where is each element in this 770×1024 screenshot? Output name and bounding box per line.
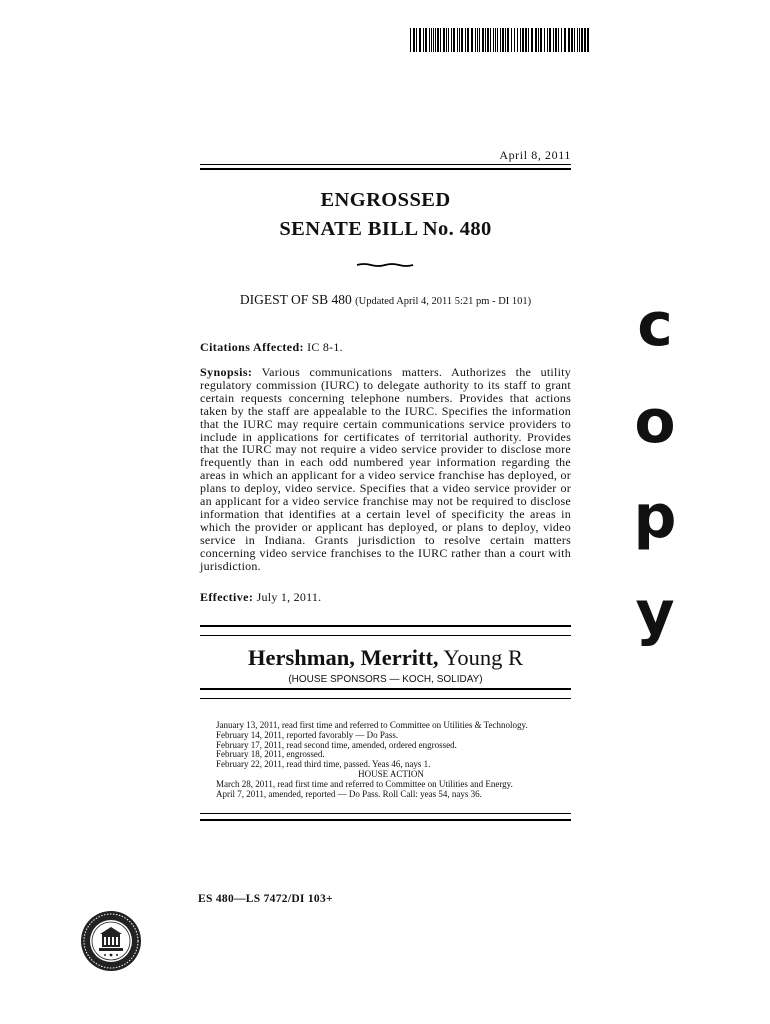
synopsis — [200, 366, 571, 573]
barcode-image — [410, 28, 590, 52]
divider — [200, 688, 571, 690]
divider — [200, 164, 571, 165]
action-line: February 17, 2011, read second time, amended, ordered engrossed. — [216, 739, 457, 750]
primary-sponsors: Hershman, Merritt, — [248, 645, 439, 670]
action-line: February 22, 2011, read third time, passed. Yeas 46, nays 1. — [216, 759, 431, 770]
digest-label: DIGEST OF SB 480 — [239, 292, 352, 307]
citations-value: IC 8-1. — [307, 340, 343, 354]
legislative-actions — [216, 721, 566, 799]
digest-updated: (Updated April 4, 2011 5:21 pm - DI 101) — [355, 296, 532, 307]
senate-sponsors — [200, 645, 571, 671]
divider — [200, 813, 571, 814]
secondary-sponsor: Young R — [443, 645, 523, 670]
house-action-heading: HOUSE ACTION — [358, 768, 424, 779]
action-line: February 14, 2011, reported favorably — Do Pass. — [216, 729, 399, 740]
bill-number-heading: SENATE BILL No. 480 — [279, 218, 492, 240]
state-seal-icon — [80, 910, 142, 972]
citations-label: Citations Affected: — [200, 340, 304, 354]
copy-watermark-letter: c — [637, 290, 673, 360]
bill-code: ES 480—LS 7472/DI 103+ — [198, 893, 333, 905]
effective-label: Effective: — [200, 590, 254, 604]
effective-value: July 1, 2011. — [256, 590, 322, 604]
copy-watermark-letter: o — [634, 387, 676, 457]
bill-date: April 8, 2011 — [499, 148, 571, 162]
copy-watermark-letter: y — [635, 578, 675, 648]
copy-watermark-letter: p — [633, 482, 677, 552]
effective-date — [200, 591, 571, 604]
action-line: March 28, 2011, read first time and referred to Committee on Utilities and Energy. — [216, 778, 513, 789]
divider — [200, 625, 571, 627]
citations-affected — [200, 341, 571, 354]
synopsis-label: Synopsis: — [200, 365, 253, 379]
title-separator — [356, 262, 414, 268]
divider — [200, 819, 571, 821]
digest-heading — [200, 292, 571, 308]
divider — [200, 635, 571, 636]
action-line: April 7, 2011, amended, reported — Do Pass. Roll Call: yeas 54, nays 36. — [216, 788, 482, 799]
action-line: January 13, 2011, read first time and referred to Committee on Utilities & Technology. — [216, 720, 528, 730]
bill-type-heading: ENGROSSED — [320, 189, 451, 211]
synopsis-text: Various communications matters. Authorizes the utility regulatory commission (IURC) to delegate authority to its staff to grant certain requests concerning telephone numbers. Provides that actions taken by the staff are appealable to the IURC. Specifies the information that the IURC may require certain communications service providers to include in applications for certificates of territorial authority. Provides that the IURC may not require a video service provider to disclose more frequently than in each odd numbered year information regarding the areas in which an applicant for a video service franchise has deployed, or plans to deploy, video service. Specifies that a video service provider or an applicant for a video service franchise may not be required to disclose information that identifies at a certain level of specificity the areas in which the provider or applicant has deployed, or plans to deploy, video service in Indiana. Grants jurisdiction to resolve certain matters concerning video service franchises to the IURC rather than a court with jurisdiction. — [200, 365, 571, 573]
action-line: February 18, 2011, engrossed. — [216, 749, 325, 760]
divider — [200, 698, 571, 699]
divider — [200, 168, 571, 170]
house-sponsors: (HOUSE SPONSORS — KOCH, SOLIDAY) — [288, 674, 483, 685]
